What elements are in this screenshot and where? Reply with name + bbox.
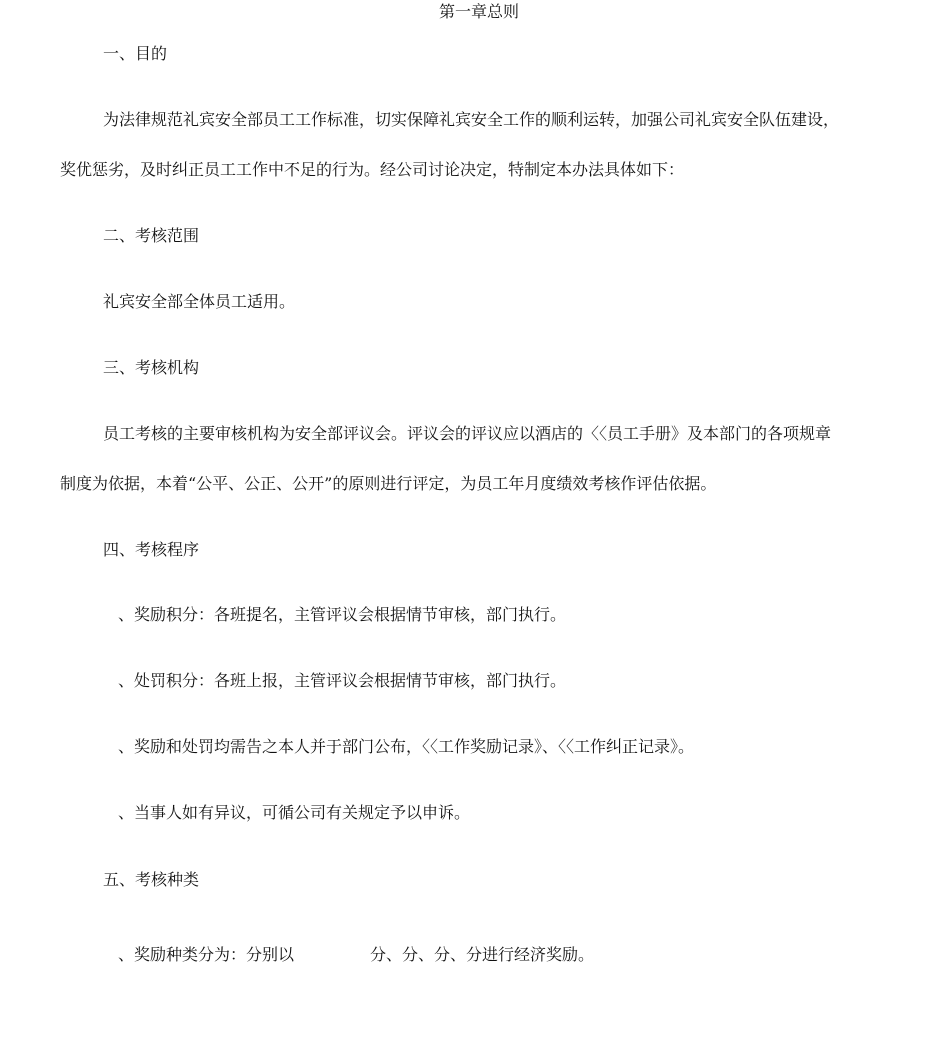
paragraph-purpose-line-2: 奖优惩劣，及时纠正员工工作中不足的行为。经公司讨论决定，特制定本办法具体如下：	[60, 160, 685, 179]
paragraph-authority-line-2: 制度为依据，本着“公平、公正、公开”的原则进行评定，为员工年月度绩效考核作评估依据。	[60, 474, 717, 493]
paragraph-scope: 礼宾安全部全体员工适用。	[103, 292, 296, 311]
procedure-item-4: 、当事人如有异议，可循公司有关规定予以申诉。	[118, 803, 471, 822]
types-item-1-part1: 、奖励种类分为：分别以	[118, 945, 295, 964]
paragraph-purpose-line-1: 为法律规范礼宾安全部员工工作标准，切实保障礼宾安全工作的顺利运转，加强公司礼宾安全队伍建设，	[103, 110, 840, 129]
procedure-item-3: 、奖励和处罚均需告之本人并于部门公布，〈〈工作奖励记录》、〈〈工作纠正记录》。	[118, 737, 695, 756]
paragraph-authority-line-1: 员工考核的主要审核机构为安全部评议会。评议会的评议应以酒店的〈〈员工手册》及本部门的各项规章	[103, 424, 832, 443]
section-heading-purpose: 一、目的	[103, 44, 168, 63]
section-heading-procedure: 四、考核程序	[103, 540, 200, 559]
procedure-item-1: 、奖励积分：各班提名，主管评议会根据情节审核，部门执行。	[118, 605, 567, 624]
procedure-item-2: 、处罚积分：各班上报，主管评议会根据情节审核，部门执行。	[118, 671, 567, 690]
section-heading-types: 五、考核种类	[103, 870, 200, 889]
section-heading-scope: 二、考核范围	[103, 226, 200, 245]
chapter-title: 第一章总则	[438, 2, 519, 21]
section-heading-authority: 三、考核机构	[103, 358, 200, 377]
types-item-1-part2: 分、分、分、分进行经济奖励。	[370, 945, 595, 964]
types-item-1	[118, 945, 594, 965]
